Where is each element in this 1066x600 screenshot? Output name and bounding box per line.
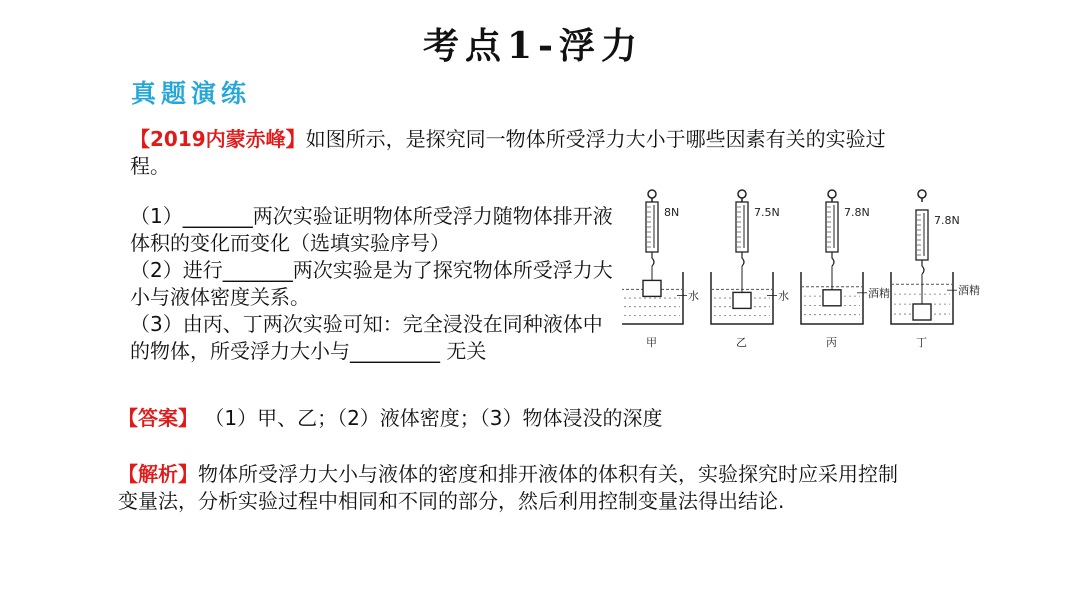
scale-ring xyxy=(828,190,836,198)
test-block xyxy=(823,290,841,306)
setup-label: 丙 xyxy=(826,336,837,349)
answer-tag: 【答案】 xyxy=(118,406,198,430)
question-intro-text: 如图所示，是探究同一物体所受浮力大小于哪些因素有关的实验过程。 xyxy=(130,127,886,178)
setup-label: 甲 xyxy=(646,336,657,349)
scale-reading: 8N xyxy=(664,206,680,219)
liquid-label: 水 xyxy=(688,289,699,303)
experiment-diagram xyxy=(622,186,982,352)
scale-ring xyxy=(738,190,746,198)
scale-hook xyxy=(652,252,654,266)
scale-reading: 7.8N xyxy=(844,206,870,219)
scale-hook xyxy=(742,252,744,266)
scale-hook xyxy=(832,252,834,266)
buoyancy-experiment-figure xyxy=(622,186,982,352)
analysis-tag: 【解析】 xyxy=(118,462,198,486)
liquid-label: 酒精 xyxy=(958,284,980,298)
question-intro xyxy=(130,126,900,180)
scale-reading: 7.5N xyxy=(754,206,780,219)
analysis-text: 物体所受浮力大小与液体的密度和排开液体的体积有关，实验探究时应采用控制变量法，分析实验过程中相同和不同的部分，然后利用控制变量法得出结论. xyxy=(118,462,898,513)
scale-reading: 7.8N xyxy=(934,214,960,227)
question-part-2: （2）进行_______两次实验是为了探究物体所受浮力大小与液体密度关系。 xyxy=(130,258,613,309)
scale-ring xyxy=(918,190,926,198)
scale-ring xyxy=(648,190,656,198)
section-subtitle: 真题演练 xyxy=(131,79,252,108)
page-title: 考点1-浮力 xyxy=(423,25,643,67)
liquid-label: 酒精 xyxy=(868,286,890,300)
analysis-block xyxy=(118,461,908,515)
setup-label: 丁 xyxy=(916,336,927,349)
test-block xyxy=(733,292,751,308)
liquid-label: 水 xyxy=(778,289,789,303)
setup-label: 乙 xyxy=(736,336,747,349)
question-part-3: （3）由丙、丁两次实验可知：完全浸没在同种液体中的物体，所受浮力大小与_________ 无关 xyxy=(130,312,603,363)
answer-line xyxy=(118,405,918,432)
answer-text: （1）甲、乙；（2）液体密度；（3）物体浸没的深度 xyxy=(204,406,663,430)
test-block xyxy=(643,280,661,296)
question-source: 【2019内蒙赤峰】 xyxy=(130,127,306,151)
test-block xyxy=(913,304,931,320)
question-part-1: （1）_______两次实验证明物体所受浮力随物体排开液体积的变化而变化（选填实验序号） xyxy=(130,204,613,255)
scale-hook xyxy=(922,260,924,274)
